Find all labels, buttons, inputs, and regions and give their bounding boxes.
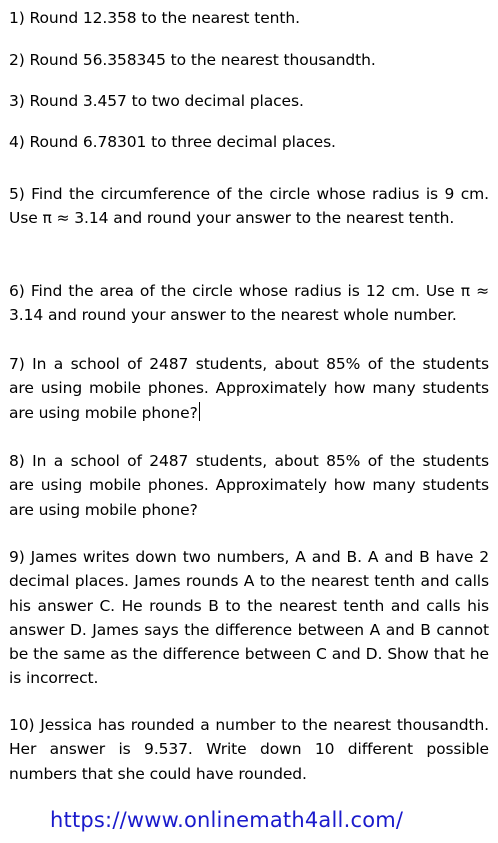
question-2: 2) Round 56.358345 to the nearest thousandth.: [9, 51, 376, 69]
question-9: 9) James writes down two numbers, A and B. A and B have 2 decimal places. James rounds A to the nearest tenth and calls his answer C. He rounds B to the nearest tenth and calls his answer D. James says the difference between A and B cannot be the same as the difference between C and D. Show that he is incorrect.: [9, 548, 489, 688]
question-7: [9, 352, 489, 425]
question-10: 10) Jessica has rounded a number to the nearest thousandth. Her answer is 9.537. Write down 10 different possible numbers that she could have rounded.: [9, 716, 489, 783]
question-5: 5) Find the circumference of the circle whose radius is 9 cm. Use π ≈ 3.14 and round your answer to the nearest tenth.: [9, 185, 489, 228]
question-6: 6) Find the area of the circle whose radius is 12 cm. Use π ≈ 3.14 and round your answer to the nearest whole number.: [9, 282, 489, 325]
text-cursor: [199, 402, 200, 421]
website-link[interactable]: https://www.onlinemath4all.com/: [50, 808, 404, 832]
question-3: 3) Round 3.457 to two decimal places.: [9, 92, 304, 110]
question-1: 1) Round 12.358 to the nearest tenth.: [9, 9, 300, 27]
question-8: 8) In a school of 2487 students, about 85% of the students are using mobile phones. Approximately how many students are using mobile phone?: [9, 452, 489, 519]
question-4: 4) Round 6.78301 to three decimal places.: [9, 133, 336, 151]
question-7-text: 7) In a school of 2487 students, about 85% of the students are using mobile phones. Approximately how many students are using mobile phone?: [9, 355, 489, 422]
